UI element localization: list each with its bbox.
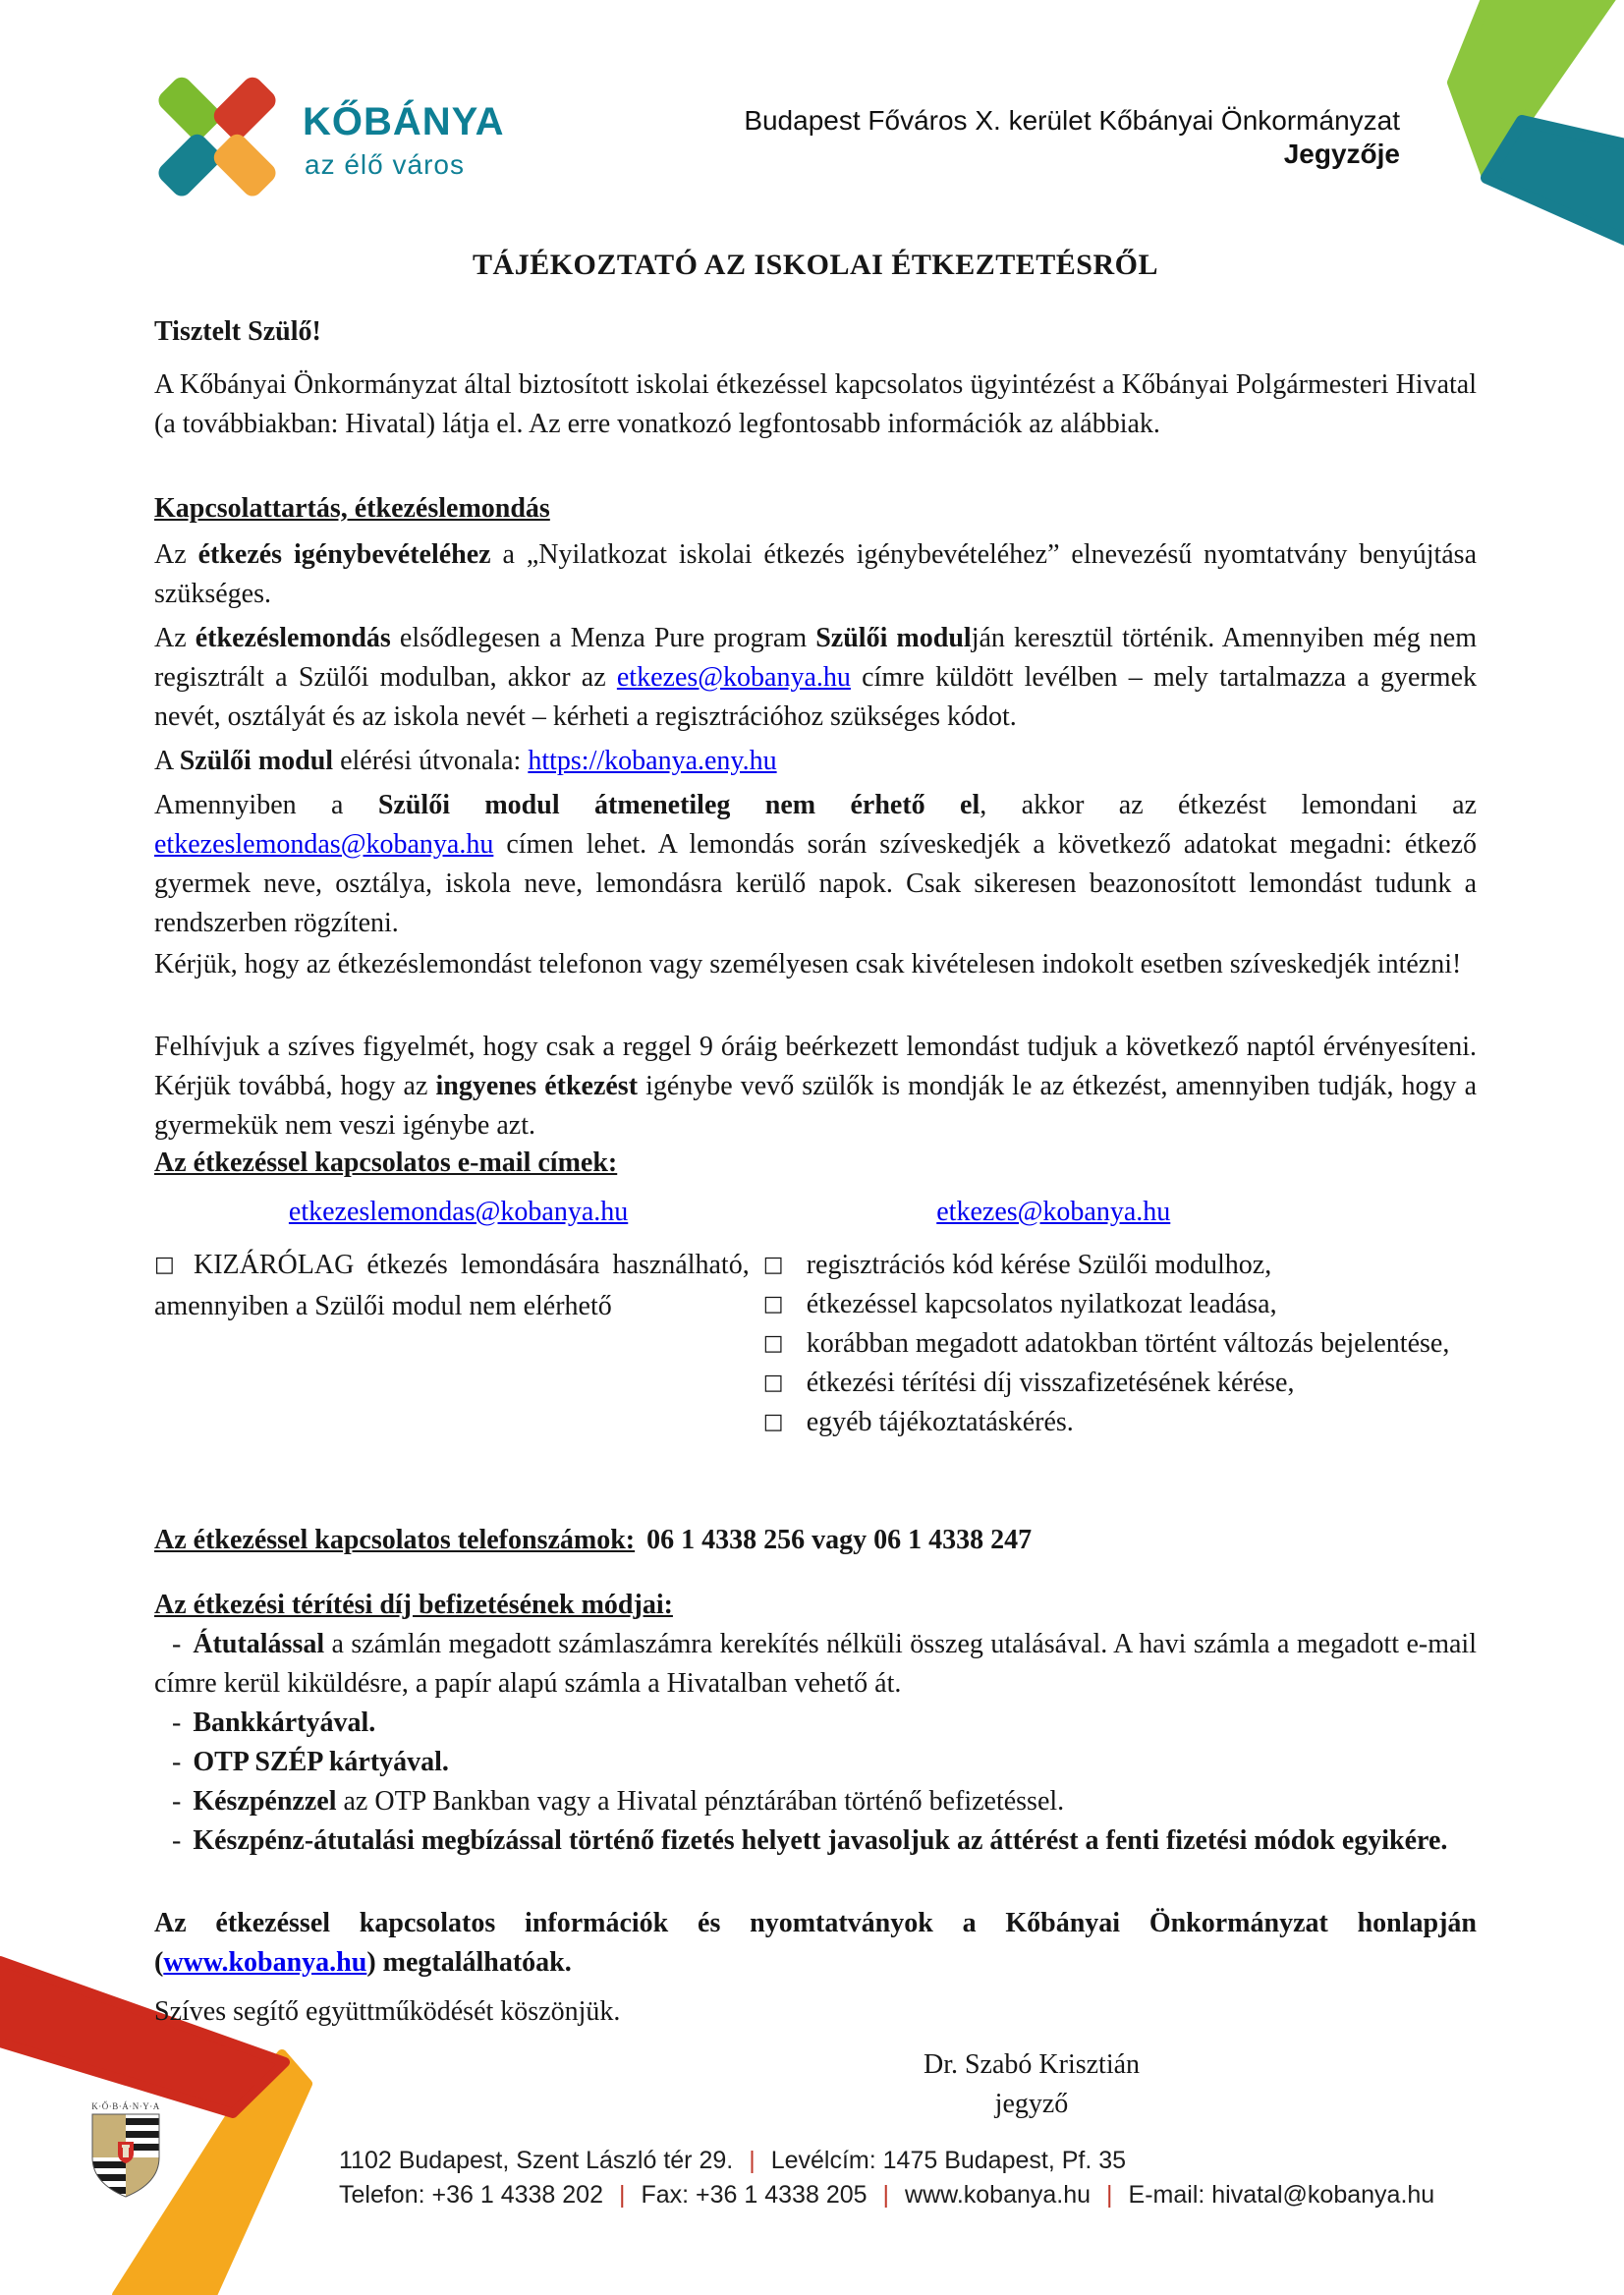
dash-bullet: - (172, 1629, 182, 1659)
paragraph-modul-atmeneti (154, 786, 1477, 943)
paragraph-etkezeslemondas (154, 619, 1477, 737)
footer-fax: Fax: +36 1 4338 205 (641, 2181, 868, 2209)
list-item (761, 1246, 1477, 1285)
email-usage-columns (154, 1246, 1477, 1442)
text-segment-bold: ingyenes étkezést (435, 1071, 639, 1101)
link-etkezes-email[interactable]: etkezes@kobanya.hu (936, 1197, 1171, 1227)
email-column-left-address (154, 1193, 762, 1232)
logo-brand-text: KŐBÁNYA (303, 100, 505, 143)
payment-item (154, 1782, 1477, 1821)
emails-heading: Az étkezéssel kapcsolatos e-mail címek: (154, 1148, 618, 1178)
list-item (761, 1285, 1477, 1324)
org-name: Budapest Főváros X. kerület Kőbányai Önkormányzat (744, 105, 1400, 136)
text-segment-bold: Szülői modul átmenetileg nem érhető el (377, 790, 980, 820)
footer-address: 1102 Budapest, Szent László tér 29. (339, 2147, 734, 2174)
payment-item-bold: Átutalással (193, 1629, 325, 1659)
payment-item-bold: Készpénzzel (193, 1786, 337, 1817)
square-bullet-icon: □ (762, 1331, 784, 1356)
coat-of-arms-label: K·Ő·B·Á·N·Y·A (91, 2101, 160, 2111)
footer-separator: | (882, 2181, 890, 2209)
corner-ribbon-top-right-icon (1378, 0, 1624, 246)
square-bullet-icon: □ (762, 1253, 784, 1277)
list-item-text: étkezési térítési díj visszafizetésének kérése, (806, 1368, 1295, 1398)
text-segment: , akkor az étkezést lemondani az (980, 790, 1477, 820)
payment-item-bold: OTP SZÉP kártyával. (193, 1747, 449, 1777)
text-segment: címen lehet. A lemondás során szíveskedjék a következő adatokat megadni: étkező gyermek neve, osztálya, iskola neve, lemondásra kerülő napok. Csak sikeresen beazonosított lemondást tudunk a rendszerben rögzíteni. (154, 829, 1477, 938)
dash-bullet: - (172, 1707, 182, 1738)
list-item (761, 1364, 1477, 1403)
text-segment-bold: étkezés igénybevételéhez (197, 539, 491, 570)
signature-role: jegyző (994, 2089, 1069, 2119)
text-segment: elsődlegesen a Menza Pure program (390, 623, 816, 653)
signature-name: Dr. Szabó Krisztián (923, 2049, 1141, 2080)
footer-line-2 (339, 2178, 1434, 2212)
link-szuloi-modul-url[interactable]: https://kobanya.eny.hu (528, 746, 777, 776)
footer-separator: | (618, 2181, 626, 2209)
link-kobanya-website[interactable]: www.kobanya.hu (163, 1947, 367, 1978)
section-heading-contact: Kapcsolattartás, étkezéslemondás (154, 493, 550, 524)
intro-paragraph: A Kőbányai Önkormányzat által biztosított iskolai étkezéssel kapcsolatos ügyintézést a Kőbányai Polgármesteri Hivatal (a továbbiakban: Hivatal) látja el. Az erre vonatkozó legfontosabb információk az alábbiak. (154, 369, 1477, 439)
paragraph-kerjuk: Kérjük, hogy az étkezéslemondást telefonon vagy személyesen csak kivételesen indokolt esetben szíveskedjék intézni! (154, 949, 1462, 980)
text-segment-bold: Az étkezéssel kapcsolatos információk és nyomtatványok a Kőbányai Önkormányzat honlapján ( (154, 1908, 1477, 1978)
link-etkezes-email[interactable]: etkezes@kobanya.hu (616, 662, 851, 693)
phones-line (154, 1521, 1477, 1560)
footer-email[interactable]: E-mail: hivatal@kobanya.hu (1128, 2181, 1435, 2209)
paragraph-etkezes-igenybevetel (154, 535, 1477, 614)
square-bullet-icon: □ (154, 1253, 181, 1277)
info-paragraph (154, 1904, 1477, 1983)
logo-tagline: az élő város (305, 149, 465, 180)
footer-separator: | (1106, 2181, 1113, 2209)
org-name-block (744, 104, 1400, 171)
text-segment: címre küldött levélben – mely tartalmazza a gyermek nevét, osztályát és az iskola nevét – kérheti a regisztrációhoz szükséges kódot. (154, 662, 1477, 732)
footer-website[interactable]: www.kobanya.hu (905, 2181, 1092, 2209)
page-title: TÁJÉKOZTATÓ AZ ISKOLAI ÉTKEZTETÉSRŐL (473, 249, 1158, 281)
payment-item (154, 1821, 1477, 1861)
list-item (761, 1324, 1477, 1364)
payment-item-text: a számlán megadott számlaszámra kerekítés nélküli összeg utalásával. A havi számla a megadott e-mail címre kerül kiküldésre, a papír alapú számla a Hivatalban vehető át. (154, 1629, 1477, 1699)
dash-bullet: - (172, 1825, 182, 1856)
footer-contact-block (339, 2144, 1434, 2212)
payment-item (154, 1704, 1477, 1743)
text-segment: Amennyiben a (154, 790, 378, 820)
email-links-row (154, 1193, 1477, 1232)
signature-block (825, 2045, 1238, 2124)
text-segment: ján keresztül történik. Amennyiben még nem regisztrált a Szülői modulban, akkor az (154, 623, 1477, 693)
email-column-right-address (762, 1193, 1344, 1232)
payment-item-bold: Bankkártyával. (193, 1707, 376, 1738)
dash-bullet: - (172, 1786, 182, 1817)
list-item-text: korábban megadott adatokban történt változás bejelentése, (806, 1328, 1450, 1359)
footer-telephone: Telefon: +36 1 4338 202 (339, 2181, 603, 2209)
dash-bullet: - (172, 1747, 182, 1777)
payment-item (154, 1743, 1477, 1782)
square-bullet-icon: □ (762, 1292, 784, 1316)
org-role: Jegyzője (1283, 139, 1400, 169)
paragraph-szuloi-modul-url (154, 742, 1477, 781)
footer-line-1 (339, 2144, 1434, 2178)
payment-item-text: az OTP Bankban vagy a Hivatal pénztárában történő befizetéssel. (336, 1786, 1065, 1817)
text-segment: A (154, 746, 180, 776)
phones-heading: Az étkezéssel kapcsolatos telefonszámok: (154, 1525, 636, 1555)
text-segment-bold: Szülői modul (179, 746, 334, 776)
payment-item-bold: Készpénz-átutalási megbízással történő fizetés helyett javasoljuk az áttérést a fenti fizetési módok egyikére. (193, 1825, 1448, 1856)
text-segment-bold: Szülői modul (815, 623, 972, 653)
payment-heading: Az étkezési térítési díj befizetésének módjai: (154, 1590, 673, 1620)
payment-list (154, 1625, 1477, 1861)
list-item (761, 1403, 1477, 1442)
email-left-note (154, 1246, 750, 1442)
square-bullet-icon: □ (762, 1371, 784, 1395)
email-right-list (750, 1246, 1477, 1442)
text-segment: Az (154, 623, 196, 653)
square-bullet-icon: □ (762, 1410, 784, 1434)
text-segment: igénybe vevő szülők is mondják le az étkezést, amennyiben tudják, hogy a gyermekük nem veszi igénybe azt. (154, 1071, 1477, 1141)
payment-item (154, 1625, 1477, 1704)
kobanya-logo-icon (147, 75, 287, 200)
link-etkezeslemondas-email[interactable]: etkezeslemondas@kobanya.hu (154, 829, 494, 860)
paragraph-felhivjuk (154, 1028, 1477, 1146)
list-item-text: étkezéssel kapcsolatos nyilatkozat leadása, (806, 1289, 1277, 1319)
text-segment: Az (154, 539, 198, 570)
list-item-text: egyéb tájékoztatáskérés. (806, 1407, 1074, 1437)
text-segment: elérési útvonala: (333, 746, 529, 776)
text-segment: Felhívjuk a szíves figyelmét, hogy csak a reggel 9 óráig beérkezett lemondást tudjuk a következő naptól érvényesíteni. Kérjük továbbá, hogy az (154, 1032, 1477, 1101)
email-left-note-text: KIZÁRÓLAG étkezés lemondására használható, amennyiben a Szülői modul nem elérhető (154, 1250, 750, 1321)
list-item-text: regisztrációs kód kérése Szülői modulhoz, (806, 1250, 1272, 1280)
salutation: Tisztelt Szülő! (154, 316, 321, 347)
footer-mailing-address: Levélcím: 1475 Budapest, Pf. 35 (770, 2147, 1127, 2174)
thanks-paragraph: Szíves segítő együttműködését köszönjük. (154, 1996, 621, 2027)
text-segment-bold: ) megtalálhatóak. (366, 1947, 572, 1978)
coat-of-arms-icon (84, 2100, 167, 2201)
text-segment: a „Nyilatkozat iskolai étkezés igénybevételéhez” elnevezésű nyomtatvány benyújtása szükséges. (154, 539, 1478, 609)
text-segment-bold: étkezéslemondás (195, 623, 391, 653)
footer-separator: | (749, 2147, 756, 2174)
phones-numbers: 06 1 4338 256 vagy 06 1 4338 247 (646, 1525, 1033, 1555)
link-etkezeslemondas-email[interactable]: etkezeslemondas@kobanya.hu (288, 1197, 629, 1227)
